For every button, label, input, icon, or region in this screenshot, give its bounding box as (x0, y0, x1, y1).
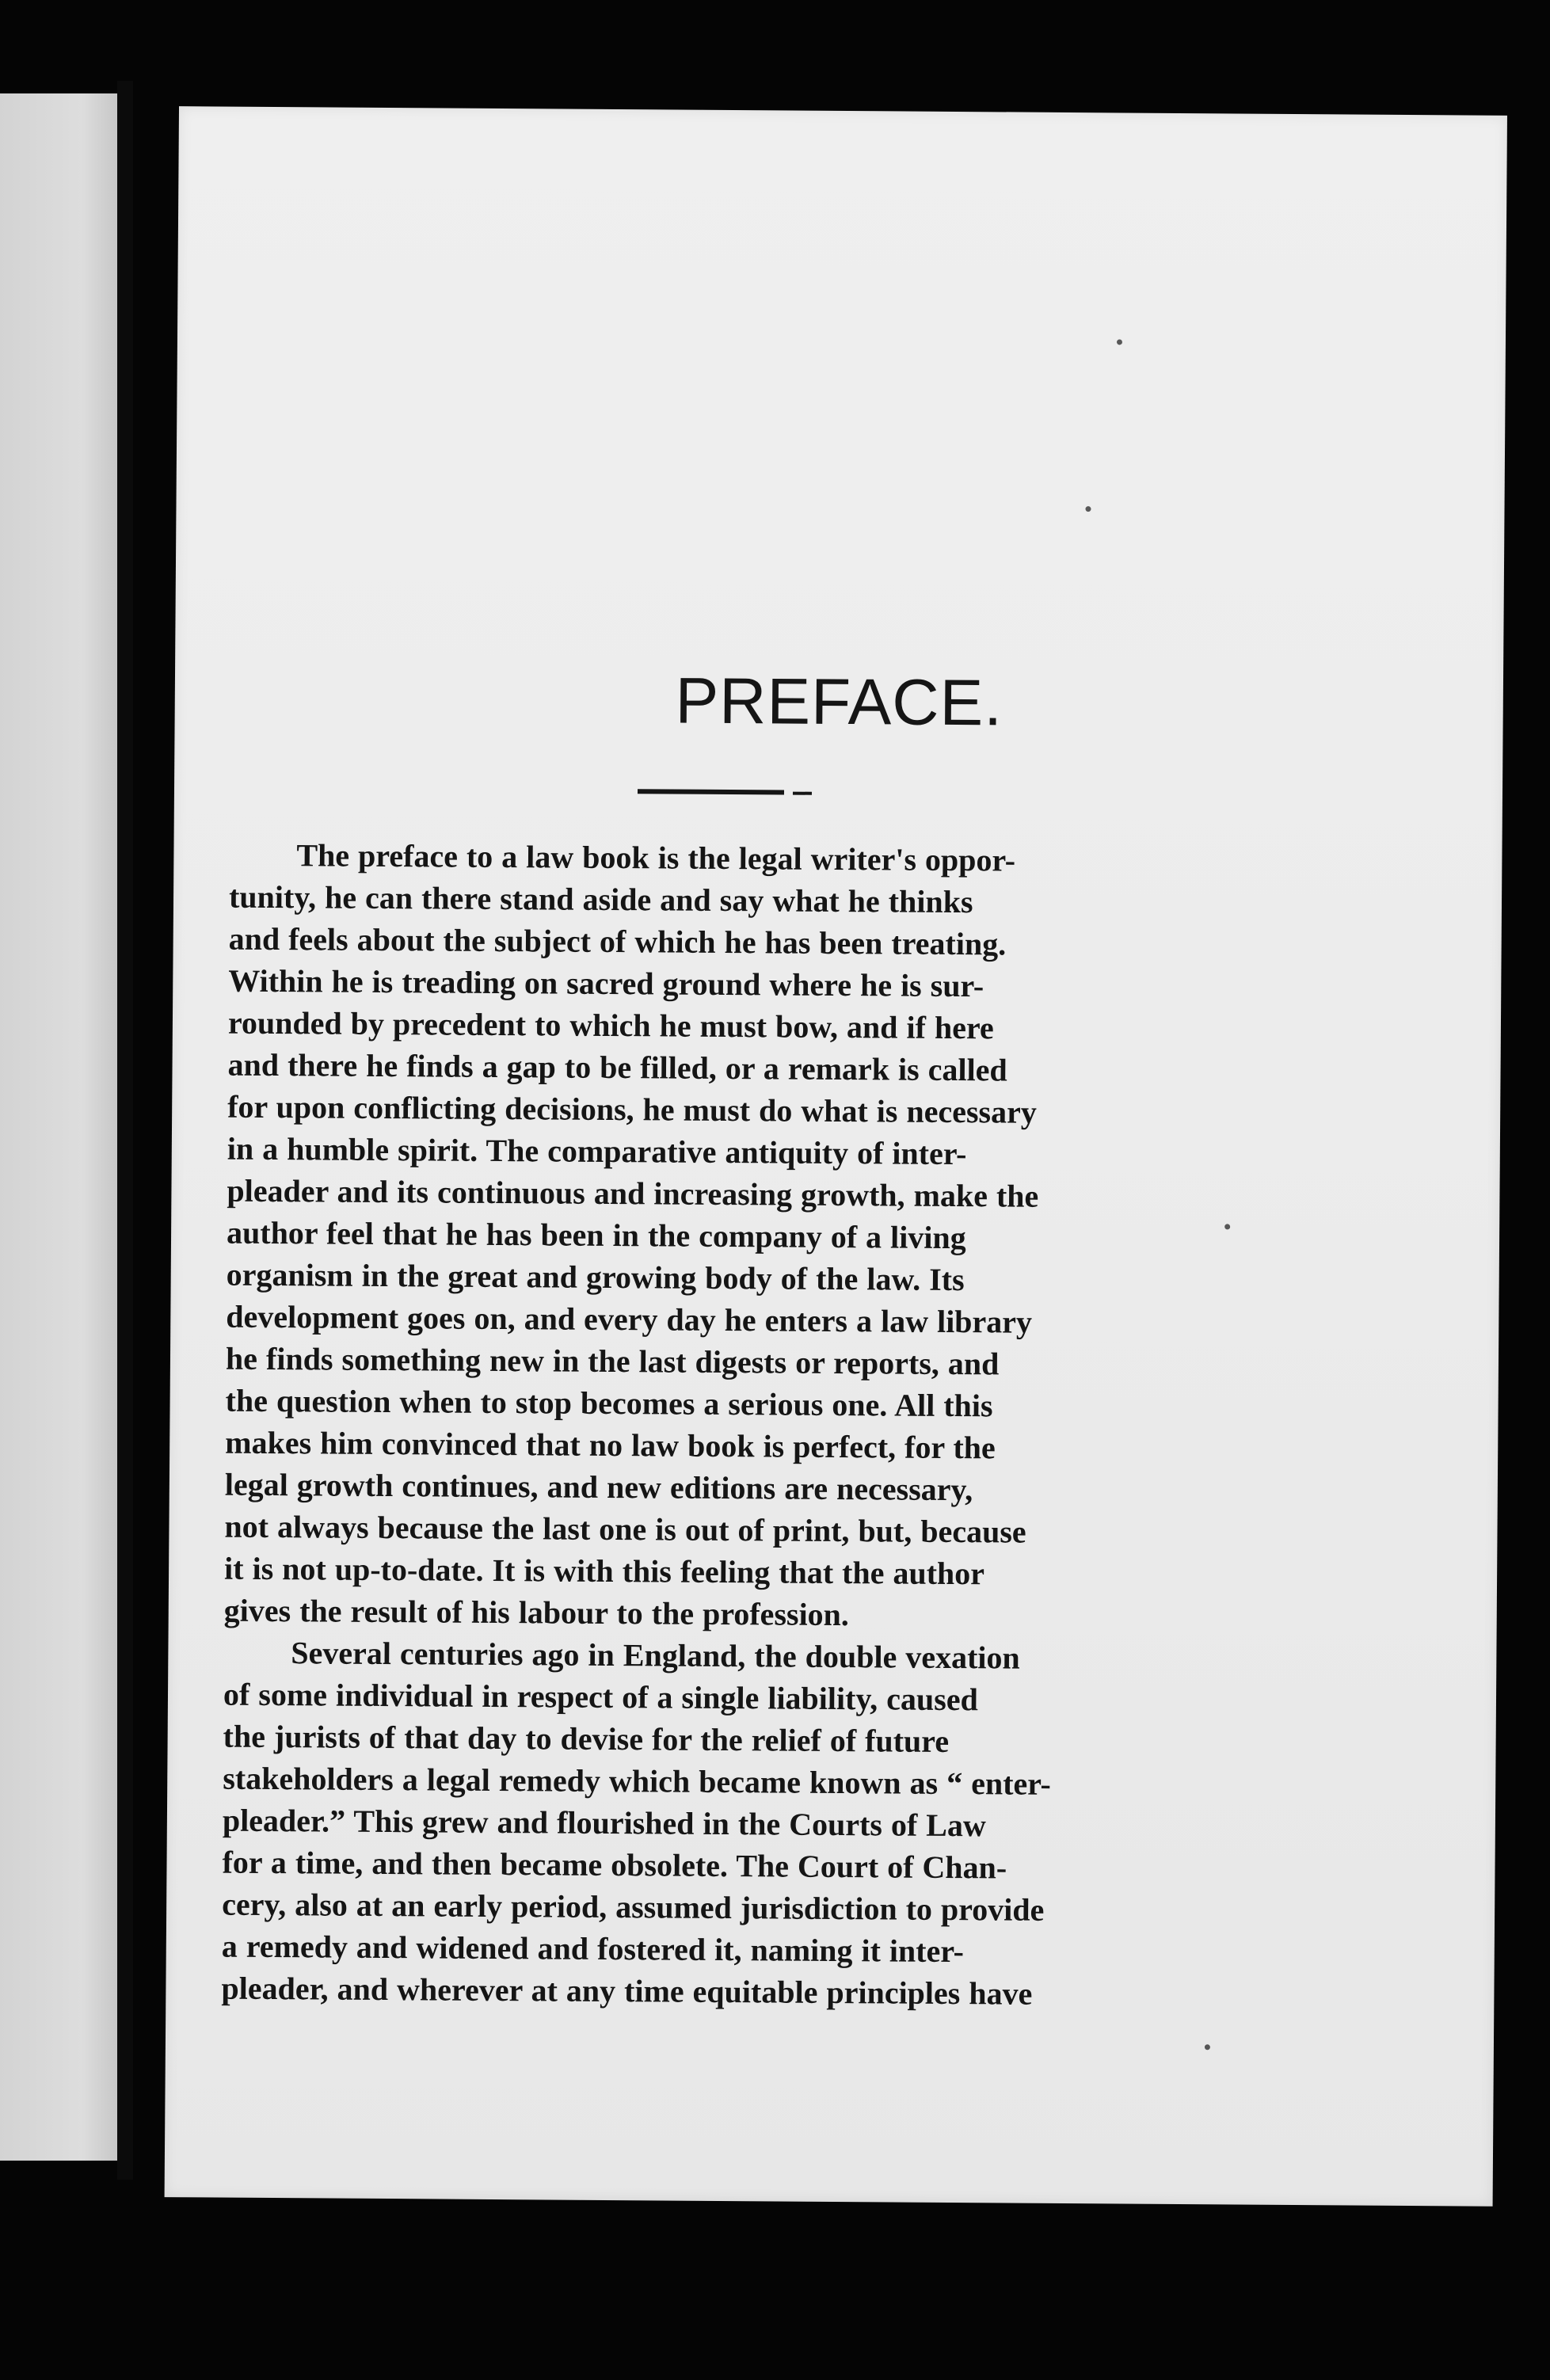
text-line: of some individual in respect of a single liability, caused (223, 1676, 978, 1718)
text-line: development goes on, and every day he enters a law library (226, 1298, 1033, 1340)
text-line: stakeholders a legal remedy which became known as “ enter- (223, 1760, 1052, 1802)
text-line: makes him convinced that no law book is perfect, for the (225, 1424, 996, 1466)
text-line: the jurists of that day to devise for the relief of future (223, 1718, 950, 1759)
text-line: pleader and its continuous and increasing growth, make the (227, 1172, 1039, 1214)
text-line: in a humble spirit. The comparative antiquity of inter- (227, 1130, 967, 1172)
text-line: gives the result of his labour to the profession. (223, 1592, 850, 1633)
text-line: a remedy and widened and fostered it, naming it inter- (221, 1928, 965, 1970)
text-line: organism in the great and growing body of the law. Its (226, 1256, 965, 1298)
text-line: Within he is treading on sacred ground where he is sur- (228, 962, 984, 1004)
preface-text (221, 834, 1183, 2016)
left-page-edge (0, 93, 117, 2161)
page-gutter (117, 81, 133, 2180)
scan-speck (1224, 1224, 1230, 1229)
text-line: he finds something new in the last digests or reports, and (225, 1340, 1000, 1382)
text-line: and feels about the subject of which he has been treating. (228, 920, 1007, 962)
text-line: for upon conflicting decisions, he must do what is necessary (227, 1088, 1037, 1130)
page-title: PREFACE. (675, 664, 1004, 740)
scan-speck (1085, 506, 1091, 512)
text-line: The preface to a law book is the legal writer's oppor- (296, 837, 1016, 878)
title-divider (638, 789, 784, 794)
text-line: Several centuries ago in England, the double vexation (291, 1635, 1020, 1676)
title-divider-dash (793, 792, 812, 795)
text-line: and there he finds a gap to be filled, or a remark is called (227, 1046, 1007, 1088)
text-line: tunity, he can there stand aside and say what he thinks (228, 878, 973, 920)
text-line: author feel that he has been in the company of a living (226, 1214, 966, 1256)
text-line: the question when to stop becomes a serious one. All this (225, 1382, 993, 1424)
text-line: it is not up-to-date. It is with this feeling that the author (223, 1550, 985, 1592)
text-line: pleader, and wherever at any time equitable principles have (221, 1970, 1033, 2012)
text-line: pleader.” This grew and flourished in the Courts of Law (222, 1802, 987, 1844)
text-line: not always because the last one is out of print, but, because (224, 1508, 1026, 1550)
text-line: cery, also at an early period, assumed jurisdiction to provide (222, 1886, 1045, 1928)
text-line: for a time, and then became obsolete. The Court of Chan- (222, 1844, 1007, 1886)
scan-speck (1205, 2044, 1210, 2050)
scanned-page (165, 106, 1507, 2207)
text-line: rounded by precedent to which he must bow, and if here (227, 1004, 994, 1046)
scan-speck (1117, 339, 1122, 345)
text-line: legal growth continues, and new editions are necessary, (224, 1466, 973, 1508)
